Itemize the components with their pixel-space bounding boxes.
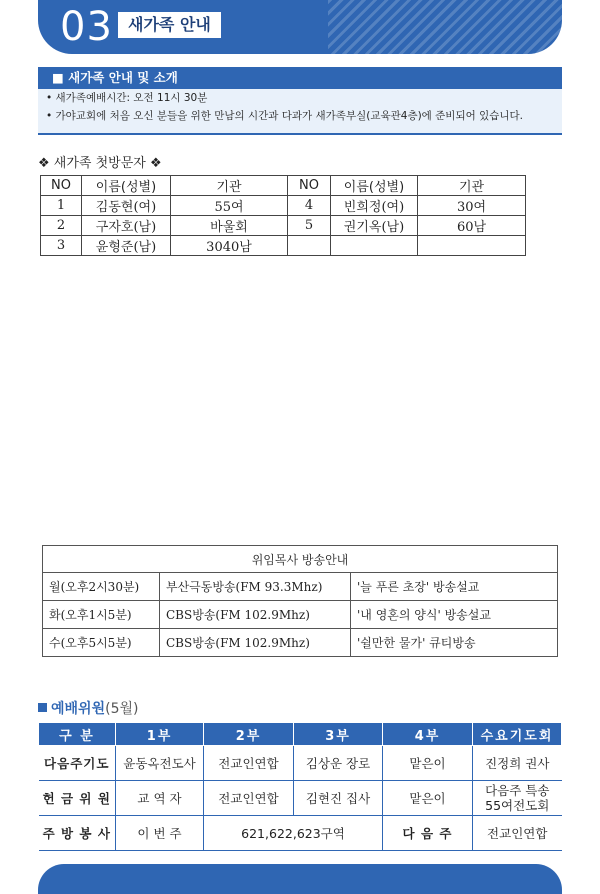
worship-title — [38, 698, 138, 718]
cell: 구자호(남) — [82, 216, 171, 236]
cell: 이 번 주 — [116, 816, 204, 851]
cell: CBS방송(FM 102.9Mhz) — [160, 601, 351, 629]
visitors-title: ❖ 새가족 첫방문자 ❖ — [38, 156, 162, 171]
cell: 월(오후2시30분) — [43, 573, 160, 601]
table-row — [39, 816, 562, 851]
col-header: 수요기도회 — [473, 723, 562, 746]
info-line: • 가야교회에 처음 오신 분들을 위한 만남의 시간과 다과가 새가족부실(교육관4층)에 준비되어 있습니다. — [46, 110, 523, 122]
cell: 5 — [288, 216, 331, 236]
cell: 60남 — [418, 216, 526, 236]
info-line: • 새가족예배시간: 오전 11시 30분 — [46, 92, 208, 104]
cell: 화(오후1시5분) — [43, 601, 160, 629]
cell: 1 — [41, 196, 82, 216]
col-header: 기관 — [171, 176, 288, 196]
cell: 3 — [41, 236, 82, 256]
cell — [288, 236, 331, 256]
table-row — [41, 216, 526, 236]
table-row — [43, 573, 558, 601]
cell: 수(오후5시5분) — [43, 629, 160, 657]
table-row — [41, 236, 526, 256]
cell: '내 영혼의 양식' 방송설교 — [351, 601, 558, 629]
cell: 윤형준(남) — [82, 236, 171, 256]
cell — [418, 236, 526, 256]
cell — [331, 236, 418, 256]
col-header: NO — [41, 176, 82, 196]
table-header-row — [41, 176, 526, 196]
worship-title-text: 예배위원 — [51, 701, 106, 717]
section-title: 새가족 안내 — [118, 12, 221, 38]
cell: 다음주 특송 55여전도회 — [473, 781, 562, 816]
section-number: 03 — [60, 4, 113, 50]
info-heading: ■ 새가족 안내 및 소개 — [52, 70, 178, 85]
table-row — [39, 746, 562, 781]
cell: 4 — [288, 196, 331, 216]
col-header: 4부 — [383, 723, 473, 746]
cell: 전교인연합 — [473, 816, 562, 851]
cell: CBS방송(FM 102.9Mhz) — [160, 629, 351, 657]
cell: 다 음 주 — [383, 816, 473, 851]
cell: 교 역 자 — [116, 781, 204, 816]
cell: 맡은이 — [383, 746, 473, 781]
col-header: 1부 — [116, 723, 204, 746]
broadcast-table — [42, 545, 558, 657]
cell: 김상운 장로 — [294, 746, 383, 781]
info-heading-bar — [38, 67, 562, 89]
cell: 621,622,623구역 — [204, 816, 383, 851]
square-bullet-icon — [38, 703, 47, 712]
cell: 2 — [41, 216, 82, 236]
cell: 3040남 — [171, 236, 288, 256]
col-header: 기관 — [418, 176, 526, 196]
cell: 55여 — [171, 196, 288, 216]
cell: 전교인연합 — [204, 781, 294, 816]
col-header: 이름(성별) — [331, 176, 418, 196]
col-header: NO — [288, 176, 331, 196]
info-body — [38, 89, 562, 135]
row-label: 다음주기도 — [39, 746, 116, 781]
visitors-table — [40, 175, 526, 256]
cell: 권기옥(남) — [331, 216, 418, 236]
worship-month: (5월) — [105, 701, 139, 717]
table-header-row — [39, 723, 562, 746]
table-row — [43, 629, 558, 657]
cell: 진정희 권사 — [473, 746, 562, 781]
cell: '쉴만한 물가' 큐티방송 — [351, 629, 558, 657]
row-label: 헌 금 위 원 — [39, 781, 116, 816]
cell: 김동현(여) — [82, 196, 171, 216]
footer-banner — [38, 864, 562, 894]
col-header: 2부 — [204, 723, 294, 746]
table-row — [41, 196, 526, 216]
cell: 빈희정(여) — [331, 196, 418, 216]
worship-table — [38, 722, 562, 851]
cell: 김현진 집사 — [294, 781, 383, 816]
cell: 바울회 — [171, 216, 288, 236]
col-header: 3부 — [294, 723, 383, 746]
table-row — [43, 601, 558, 629]
broadcast-title: 위임목사 방송안내 — [43, 546, 558, 573]
col-header: 이름(성별) — [82, 176, 171, 196]
cell: 부산극동방송(FM 93.3Mhz) — [160, 573, 351, 601]
cell: '늘 푸른 초장' 방송설교 — [351, 573, 558, 601]
col-header: 구 분 — [39, 723, 116, 746]
cell: 윤동옥전도사 — [116, 746, 204, 781]
header-stripes — [328, 0, 562, 54]
cell: 30여 — [418, 196, 526, 216]
row-label: 주 방 봉 사 — [39, 816, 116, 851]
table-row — [39, 781, 562, 816]
cell: 전교인연합 — [204, 746, 294, 781]
cell: 맡은이 — [383, 781, 473, 816]
section-header — [38, 0, 562, 54]
